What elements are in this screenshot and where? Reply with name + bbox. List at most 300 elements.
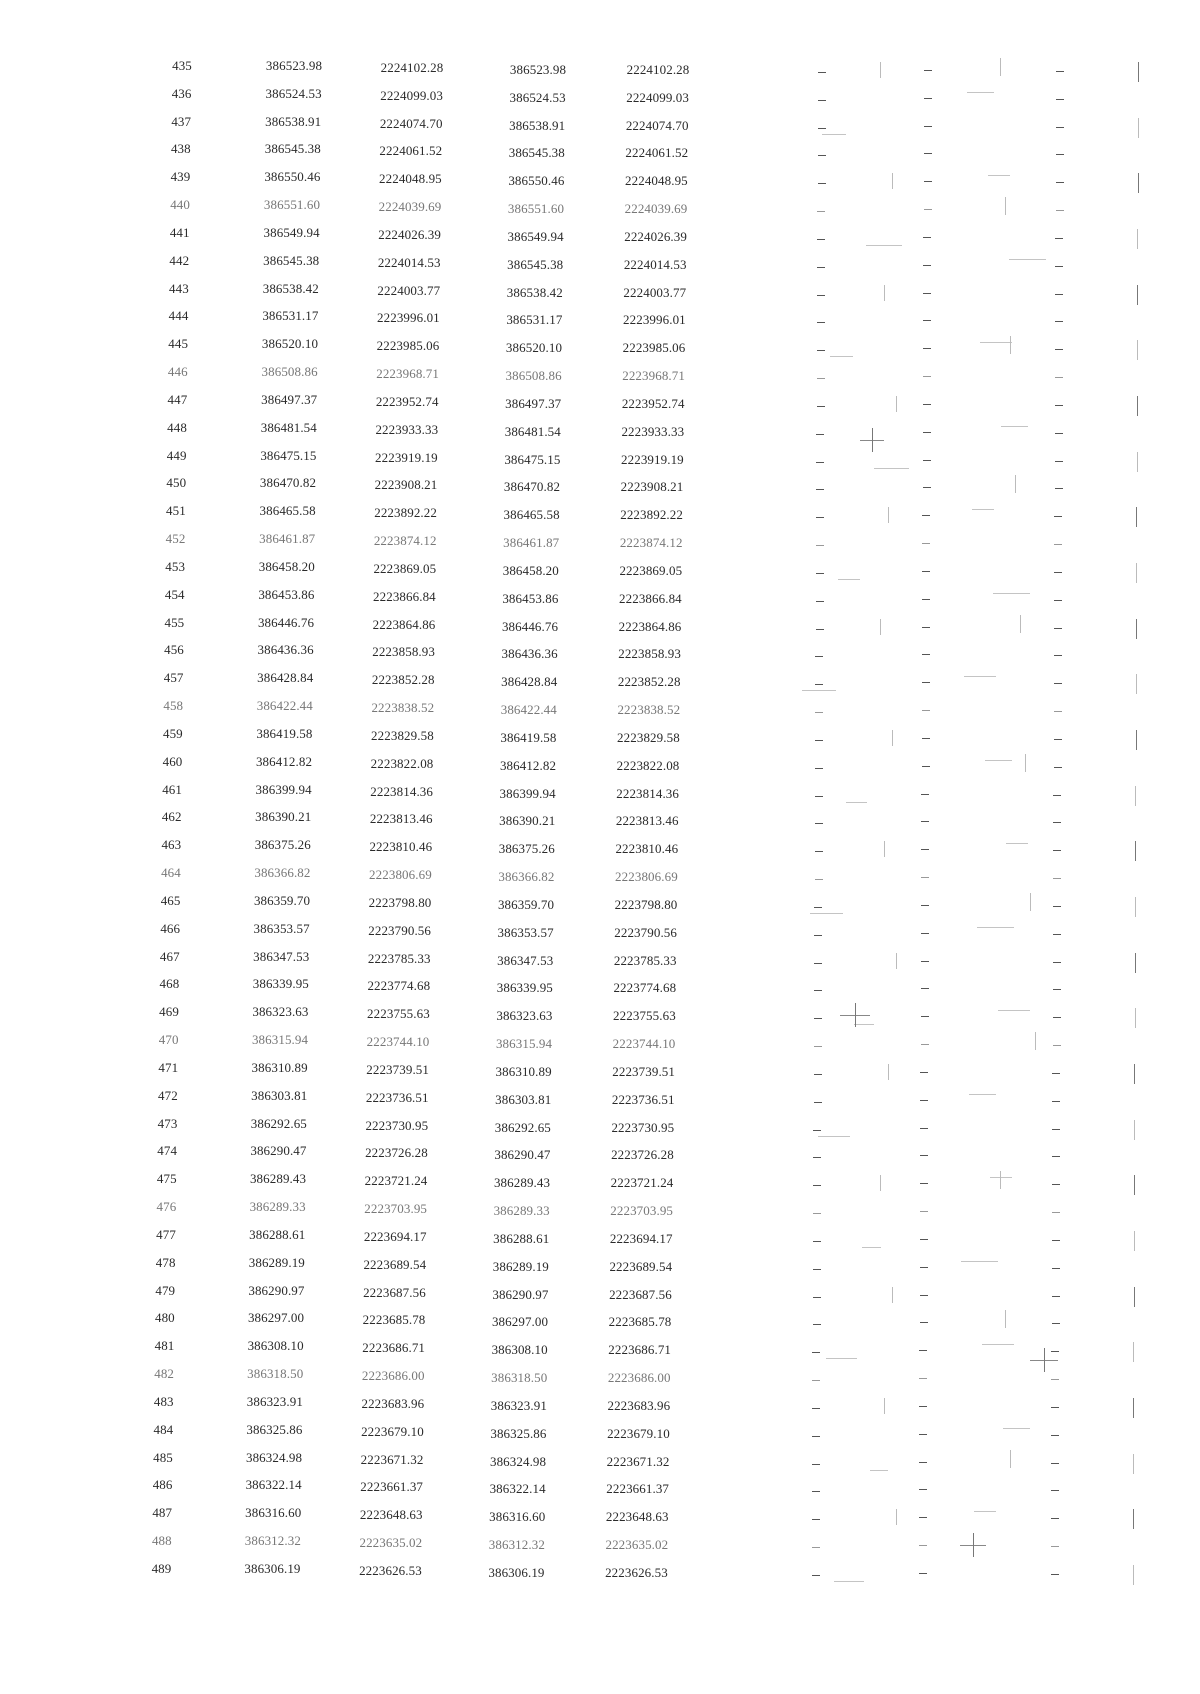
margin-rule-fragment [1136,563,1137,583]
y-coordinate-repeat-cell: 2223874.12 [619,535,683,551]
point-number-cell: 437 [171,113,192,129]
x-coordinate-repeat-cell: 386458.20 [502,562,559,578]
y-coordinate-repeat-cell: 2223810.46 [615,841,679,857]
y-coordinate-repeat-cell: 2224048.95 [625,173,688,189]
margin-rule-fragment [1133,1454,1134,1474]
dash-mark [1053,878,1061,879]
y-coordinate-cell: 2223933.33 [375,421,439,437]
rule-fragment [1000,58,1001,76]
dash-mark [919,1350,927,1351]
x-coordinate-cell: 386550.46 [264,169,321,185]
dash-mark [924,126,932,127]
rule-fragment [1035,1032,1036,1050]
dash-mark [920,1239,928,1240]
point-number-cell: 458 [163,698,184,714]
y-coordinate-repeat-cell: 2223626.53 [605,1564,668,1580]
dash-mark [1053,962,1061,963]
x-coordinate-cell: 386290.97 [248,1282,305,1298]
y-coordinate-cell: 2223908.21 [374,477,438,493]
dash-mark [919,1489,927,1490]
x-coordinate-cell: 386288.61 [249,1226,306,1242]
y-coordinate-cell: 2223687.56 [363,1284,426,1300]
dash-mark [818,128,826,129]
point-number-cell: 474 [157,1143,178,1159]
dash-mark [1053,850,1061,851]
point-number-cell: 443 [169,280,189,296]
point-number-cell: 483 [153,1393,174,1409]
x-coordinate-cell: 386497.37 [261,391,318,407]
x-coordinate-cell: 386359.70 [253,892,311,908]
dash-mark [816,573,824,574]
y-coordinate-cell: 2223968.71 [376,366,439,382]
y-coordinate-cell: 2223648.63 [359,1507,423,1523]
dash-mark [920,1322,928,1323]
margin-rule-fragment [1138,173,1139,193]
dash-mark [924,209,932,210]
y-coordinate-repeat-cell: 2223721.24 [610,1175,674,1191]
dash-mark [921,849,929,850]
margin-rule-fragment [1135,953,1136,973]
x-coordinate-cell: 386412.82 [255,753,313,769]
y-coordinate-cell: 2223686.00 [361,1368,425,1383]
dash-mark [920,1100,928,1101]
rule-fragment [896,953,897,969]
rule-fragment [896,396,897,412]
dash-mark [818,155,826,156]
rule-fragment [822,134,846,135]
margin-rule-fragment [1135,786,1136,806]
dash-mark [1055,321,1063,322]
x-coordinate-cell: 386322.14 [245,1477,302,1493]
x-coordinate-cell: 386324.98 [245,1449,303,1465]
y-coordinate-repeat-cell: 2223736.51 [611,1091,675,1107]
x-coordinate-repeat-cell: 386290.97 [492,1286,549,1302]
y-coordinate-repeat-cell: 2223686.71 [608,1342,672,1358]
dash-mark [921,961,929,962]
margin-rule-fragment [1136,619,1137,639]
rule-fragment [1005,1310,1006,1328]
dash-mark [1052,1101,1060,1102]
rule-fragment [990,1177,1012,1178]
y-coordinate-cell: 2224048.95 [379,171,442,187]
point-number-cell: 450 [166,475,187,491]
dash-mark [1055,266,1063,267]
y-coordinate-repeat-cell: 2224003.77 [623,284,687,300]
y-coordinate-repeat-cell: 2223661.37 [606,1481,670,1497]
y-coordinate-cell: 2224061.52 [379,143,443,159]
y-coordinate-repeat-cell: 2223829.58 [617,729,680,745]
x-coordinate-cell: 386538.91 [265,113,322,129]
y-coordinate-repeat-cell: 2223755.63 [613,1008,676,1024]
dash-mark [1054,544,1062,545]
x-coordinate-repeat-cell: 386419.58 [500,729,557,745]
y-coordinate-cell: 2223626.53 [359,1562,422,1578]
dash-mark [921,905,929,906]
dash-mark [1054,739,1062,740]
dash-mark [922,738,930,739]
rule-fragment [969,1094,996,1095]
x-coordinate-cell: 386323.91 [246,1393,303,1409]
x-coordinate-repeat-cell: 386475.15 [504,451,561,467]
y-coordinate-cell: 2223952.74 [375,393,439,409]
x-coordinate-repeat-cell: 386375.26 [498,841,555,857]
dash-mark [1053,1017,1061,1018]
cross-mark [872,428,873,452]
rule-fragment [980,342,1012,343]
x-coordinate-cell: 386475.15 [260,447,317,463]
dash-mark [1051,1407,1059,1408]
margin-rule-fragment [1135,897,1136,917]
rule-fragment [884,1398,885,1414]
point-number-cell: 471 [158,1059,179,1075]
x-coordinate-cell: 386523.98 [265,58,323,73]
x-coordinate-repeat-cell: 386461.87 [503,535,560,551]
dash-mark [1054,655,1062,656]
rule-fragment [1015,475,1016,493]
y-coordinate-cell: 2223806.69 [369,867,432,883]
rule-fragment [961,1261,998,1262]
x-coordinate-cell: 386308.10 [247,1338,304,1354]
dash-mark [922,710,930,711]
y-coordinate-cell: 2223996.01 [377,310,440,326]
dash-mark [817,295,825,296]
dash-mark [814,963,822,964]
x-coordinate-repeat-cell: 386322.14 [489,1481,546,1497]
x-coordinate-repeat-cell: 386453.86 [502,590,559,606]
x-coordinate-repeat-cell: 386399.94 [499,785,556,801]
y-coordinate-repeat-cell: 2223852.28 [617,674,681,690]
y-coordinate-repeat-cell: 2224074.70 [625,117,689,133]
x-coordinate-cell: 386520.10 [261,336,319,352]
point-number-cell: 487 [152,1505,173,1521]
rule-fragment [834,1581,864,1582]
y-coordinate-cell: 2224099.03 [380,87,443,103]
rule-fragment [880,619,881,635]
dash-mark [817,322,825,323]
dash-mark [815,712,823,713]
margin-rule-fragment [1136,730,1137,750]
dash-mark [921,988,929,989]
x-coordinate-repeat-cell: 386497.37 [505,395,562,411]
rule-fragment [884,841,885,857]
point-number-cell: 456 [164,642,184,658]
dash-mark [1052,1296,1060,1297]
x-coordinate-repeat-cell: 386551.60 [507,201,565,217]
y-coordinate-repeat-cell: 2223671.32 [606,1453,670,1469]
x-coordinate-cell: 386453.86 [258,586,315,602]
x-coordinate-repeat-cell: 386390.21 [499,813,556,829]
x-coordinate-cell: 386290.47 [250,1143,307,1159]
y-coordinate-repeat-cell: 2223648.63 [605,1509,669,1525]
dash-mark [1053,989,1061,990]
rule-fragment [1006,843,1028,844]
dash-mark [813,1185,821,1186]
dash-mark [1051,1463,1059,1464]
y-coordinate-repeat-cell: 2223985.06 [622,340,686,356]
dash-mark [818,183,826,184]
rule-fragment [896,1509,897,1525]
dash-mark [920,1295,928,1296]
y-coordinate-cell: 2223829.58 [371,727,434,743]
dash-mark [1055,377,1063,378]
y-coordinate-cell: 2223852.28 [371,672,435,688]
point-number-cell: 473 [157,1115,178,1131]
y-coordinate-cell: 2223679.10 [361,1423,424,1439]
point-number-cell: 451 [166,503,186,519]
rule-fragment [967,92,994,93]
rule-fragment [874,468,909,469]
dash-mark [816,601,824,602]
dash-mark [922,654,930,655]
dash-mark [814,1074,822,1075]
dash-mark [919,1573,927,1574]
point-number-cell: 467 [159,948,180,964]
margin-rule-fragment [1133,1342,1134,1362]
y-coordinate-repeat-cell: 2223864.86 [618,618,682,634]
x-coordinate-repeat-cell: 386312.32 [488,1536,545,1552]
rule-fragment [1010,1450,1011,1468]
y-coordinate-repeat-cell: 2223919.19 [621,451,684,467]
cross-mark [973,1533,974,1557]
x-coordinate-cell: 386531.17 [262,308,319,324]
rule-fragment [1003,1428,1030,1429]
point-number-cell: 448 [167,419,187,435]
x-coordinate-repeat-cell: 386359.70 [497,896,555,912]
point-number-cell: 447 [167,391,188,407]
rule-fragment [993,593,1030,594]
dash-mark [1052,1156,1060,1157]
dash-mark [1052,1240,1060,1241]
x-coordinate-repeat-cell: 386339.95 [496,980,553,996]
x-coordinate-repeat-cell: 386303.81 [495,1091,552,1107]
x-coordinate-cell: 386318.50 [247,1366,304,1381]
x-coordinate-cell: 386375.26 [254,837,311,853]
x-coordinate-repeat-cell: 386545.38 [507,256,564,272]
y-coordinate-cell: 2223694.17 [363,1228,427,1244]
x-coordinate-cell: 386353.57 [253,920,310,936]
rule-fragment [1005,197,1006,215]
dash-mark [1053,906,1061,907]
dash-mark [919,1462,927,1463]
dash-mark [1051,1351,1059,1352]
rule-fragment [1020,615,1021,633]
rule-fragment [1001,426,1028,427]
x-coordinate-repeat-cell: 386288.61 [493,1230,550,1246]
point-number-cell: 479 [155,1282,176,1298]
x-coordinate-repeat-cell: 386538.42 [506,284,563,300]
x-coordinate-cell: 386465.58 [259,503,316,519]
y-coordinate-cell: 2223744.10 [366,1034,430,1050]
margin-rule-fragment [1138,118,1139,138]
rule-fragment [802,690,836,691]
y-coordinate-repeat-cell: 2223694.17 [609,1230,673,1246]
dash-mark [816,545,824,546]
dash-mark [1055,433,1063,434]
x-coordinate-cell: 386419.58 [256,725,313,741]
dash-mark [921,933,929,934]
dash-mark [921,794,929,795]
x-coordinate-cell: 386315.94 [251,1032,309,1048]
y-coordinate-repeat-cell: 2223822.08 [616,757,680,773]
x-coordinate-cell: 386524.53 [265,85,322,101]
x-coordinate-repeat-cell: 386412.82 [499,757,557,773]
rule-fragment [810,913,843,914]
margin-rule-fragment [1136,507,1137,527]
dash-mark [817,350,825,351]
x-coordinate-cell: 386538.42 [262,280,319,296]
dash-mark [1055,238,1063,239]
y-coordinate-cell: 2223730.95 [365,1117,429,1133]
point-number-cell: 482 [154,1366,175,1381]
point-number-cell: 455 [164,614,185,630]
point-number-cell: 453 [165,558,186,574]
dash-mark [1055,349,1063,350]
x-coordinate-repeat-cell: 386290.47 [494,1147,551,1163]
dash-mark [923,320,931,321]
point-number-cell: 489 [151,1560,172,1576]
x-coordinate-repeat-cell: 386324.98 [489,1453,547,1469]
point-number-cell: 480 [154,1310,175,1326]
dash-mark [923,404,931,405]
dash-mark [1053,795,1061,796]
y-coordinate-repeat-cell: 2224099.03 [626,89,689,105]
dash-mark [813,1130,821,1131]
y-coordinate-repeat-cell: 2223774.68 [613,980,677,996]
y-coordinate-cell: 2223810.46 [369,839,433,855]
dash-mark [923,348,931,349]
dash-mark [920,1211,928,1212]
dash-mark [1056,210,1064,211]
rule-fragment [974,1511,996,1512]
dash-mark [1056,154,1064,155]
y-coordinate-cell: 2224003.77 [377,282,441,298]
y-coordinate-repeat-cell: 2224014.53 [623,256,687,272]
rule-fragment [988,175,1010,176]
dash-mark [923,237,931,238]
point-number-cell: 446 [167,364,188,380]
y-coordinate-repeat-cell: 2223798.80 [614,896,678,912]
dash-mark [818,100,826,101]
point-number-cell: 444 [168,308,189,324]
x-coordinate-repeat-cell: 386325.86 [490,1425,547,1441]
x-coordinate-repeat-cell: 386508.86 [505,368,562,384]
x-coordinate-cell: 386289.19 [248,1254,305,1270]
point-number-cell: 462 [161,809,182,825]
y-coordinate-repeat-cell: 2223686.00 [607,1370,671,1385]
x-coordinate-repeat-cell: 386297.00 [491,1314,549,1330]
x-coordinate-cell: 386289.43 [249,1171,307,1187]
margin-rule-fragment [1133,1398,1134,1418]
y-coordinate-cell: 2223919.19 [375,449,438,465]
dash-mark [922,599,930,600]
dash-mark [814,990,822,991]
rule-fragment [880,1175,881,1191]
x-coordinate-cell: 386551.60 [263,197,321,213]
x-coordinate-repeat-cell: 386465.58 [503,507,560,523]
rule-fragment [977,927,1014,928]
x-coordinate-repeat-cell: 386446.76 [501,618,559,634]
rule-fragment [1025,754,1026,772]
point-number-cell: 463 [161,837,182,853]
x-coordinate-repeat-cell: 386545.38 [508,145,565,161]
x-coordinate-repeat-cell: 386292.65 [494,1119,551,1135]
y-coordinate-cell: 2224074.70 [379,115,443,131]
x-coordinate-cell: 386390.21 [255,809,312,825]
dash-mark [920,1128,928,1129]
point-number-cell: 438 [170,141,191,157]
y-coordinate-cell: 2223774.68 [367,978,431,994]
point-number-cell: 460 [162,753,183,769]
dash-mark [1052,1073,1060,1074]
x-coordinate-repeat-cell: 386436.36 [501,646,558,662]
rule-fragment [854,1024,874,1025]
dash-mark [1054,600,1062,601]
dash-mark [921,821,929,822]
dash-mark [1052,1129,1060,1130]
dash-mark [923,487,931,488]
dash-mark [1056,127,1064,128]
point-number-cell: 445 [168,336,189,352]
dash-mark [1054,516,1062,517]
y-coordinate-cell: 2223869.05 [373,560,437,576]
y-coordinate-repeat-cell: 2223952.74 [621,395,685,411]
point-number-cell: 461 [162,781,183,797]
dash-mark [1054,572,1062,573]
dash-mark [813,1324,821,1325]
y-coordinate-repeat-cell: 2223685.78 [608,1314,672,1330]
dash-mark [1051,1379,1059,1380]
y-coordinate-repeat-cell: 2223785.33 [613,952,677,968]
y-coordinate-repeat-cell: 2223683.96 [607,1397,671,1413]
dash-mark [815,740,823,741]
x-coordinate-cell: 386508.86 [261,364,318,380]
y-coordinate-cell: 2223671.32 [360,1451,424,1467]
rule-fragment [1009,259,1046,260]
dash-mark [1053,1045,1061,1046]
y-coordinate-repeat-cell: 2223813.46 [615,813,679,829]
y-coordinate-repeat-cell: 2223687.56 [609,1286,672,1302]
y-coordinate-cell: 2223813.46 [369,811,433,827]
y-coordinate-cell: 2223689.54 [363,1256,427,1272]
x-coordinate-repeat-cell: 386422.44 [500,702,557,718]
x-coordinate-repeat-cell: 386310.89 [495,1063,552,1079]
dash-mark [814,935,822,936]
rule-fragment [1000,1171,1001,1189]
x-coordinate-repeat-cell: 386366.82 [498,869,555,885]
y-coordinate-cell: 2223686.71 [362,1340,426,1356]
dash-mark [817,378,825,379]
rule-fragment [998,1010,1030,1011]
dash-mark [812,1352,820,1353]
dash-mark [922,543,930,544]
y-coordinate-cell: 2223635.02 [359,1534,423,1550]
point-number-cell: 477 [156,1226,176,1242]
y-coordinate-cell: 2223874.12 [373,533,437,549]
x-coordinate-repeat-cell: 386470.82 [503,479,561,495]
dash-mark [923,460,931,461]
y-coordinate-cell: 2223790.56 [368,922,431,938]
x-coordinate-repeat-cell: 386318.50 [491,1370,548,1385]
y-coordinate-repeat-cell: 2223635.02 [605,1536,669,1552]
point-number-cell: 465 [160,892,181,908]
x-coordinate-cell: 386470.82 [259,475,317,491]
x-coordinate-repeat-cell: 386531.17 [506,312,563,328]
point-number-cell: 442 [169,252,190,268]
x-coordinate-cell: 386306.19 [244,1560,301,1576]
x-coordinate-repeat-cell: 386550.46 [508,173,565,189]
x-coordinate-repeat-cell: 386523.98 [509,62,567,77]
y-coordinate-cell: 2223892.22 [374,505,437,521]
